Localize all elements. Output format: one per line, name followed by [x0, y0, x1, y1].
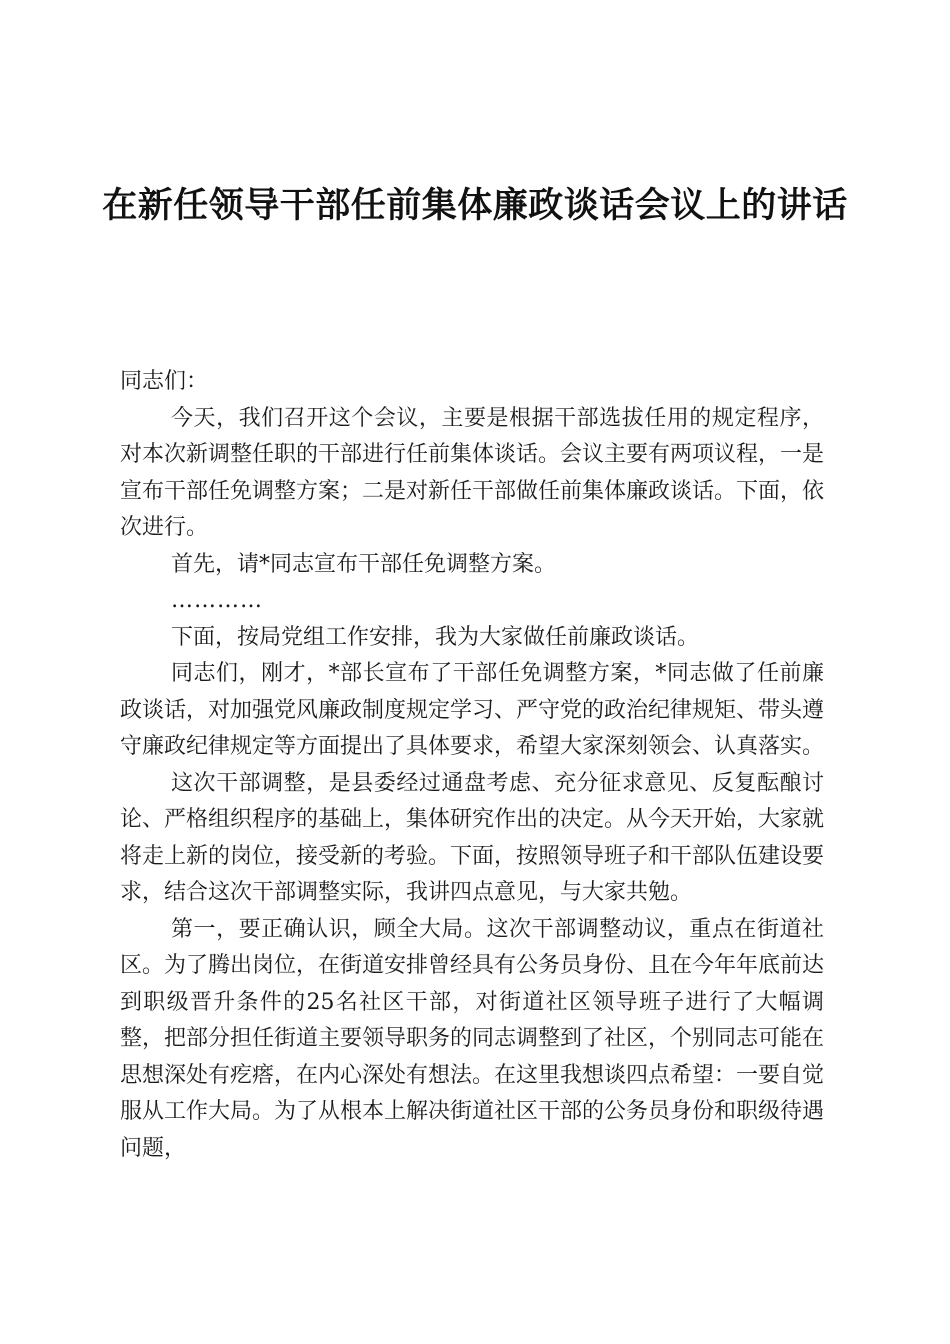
paragraph-opening: 今天，我们召开这个会议，主要是根据干部选拔任用的规定程序，对本次新调整任职的干部进行任前集体谈话。会议主要有两项议程，一是宣布干部任免调整方案；二是对新任干部做任前集体廉政谈话。下面，依次进行。 — [120, 405, 825, 540]
paragraph-point-one: 第一，要正确认识，顾全大局。这次干部调整动议，重点在街道社区。为了腾出岗位，在街道安排曾经具有公务员身份、且在今年年底前达到职级晋升条件的25名社区干部，对街道社区领导班子进行了大幅调整，把部分担任街道主要领导职务的同志调整到了社区，个别同志可能在思想深处有疙瘩，在内心深处有想法。在这里我想谈四点希望：一要自觉服从工作大局。为了从根本上解决街道社区干部的公务员身份和职级待遇问题， — [120, 916, 825, 1161]
document-body — [120, 364, 824, 1167]
paragraph-announcement: 首先，请*同志宣布干部任免调整方案。 — [171, 551, 557, 577]
salutation: 同志们： — [120, 369, 209, 394]
paragraph-adjustment: 这次干部调整，是县委经过通盘考虑、充分征求意见、反复酝酿讨论、严格组织程序的基础上，集体研究作出的决定。从今天开始，大家就将走上新的岗位，接受新的考验。下面，按照领导班子和干部队伍建设要求，结合这次干部调整实际，我讲四点意见，与大家共勉。 — [120, 770, 825, 905]
paragraph-ellipsis: ………… — [171, 588, 263, 613]
paragraph-talk-intro: 下面，按局党组工作安排，我为大家做任前廉政谈话。 — [171, 624, 700, 650]
document-title: 在新任领导干部任前集体廉政谈话会议上的讲话 — [102, 185, 848, 226]
paragraph-recap: 同志们，刚才，*部长宣布了干部任免调整方案，*同志做了任前廉政谈话，对加强党风廉政制度规定学习、严守党的政治纪律规矩、带头遵守廉政纪律规定等方面提出了具体要求，希望大家深刻领会、认真落实。 — [120, 661, 825, 759]
